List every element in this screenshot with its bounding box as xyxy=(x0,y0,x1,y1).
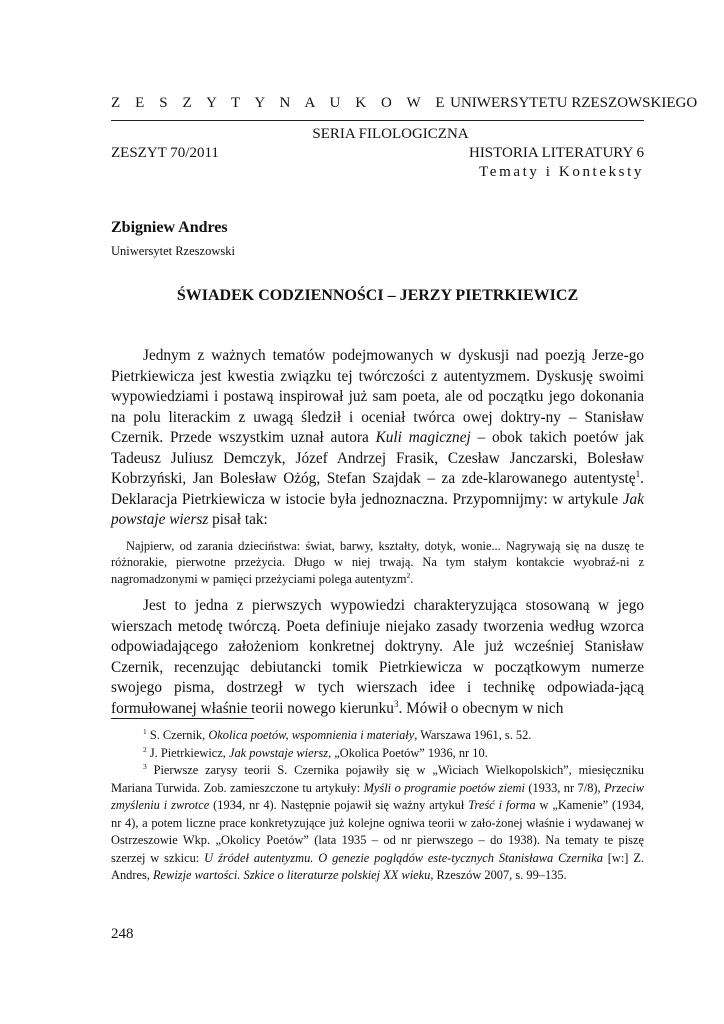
paragraph-1-text-d: pisał tak: xyxy=(208,511,268,528)
issue-number: ZESZYT 70/2011 xyxy=(111,145,219,161)
footnote-1 xyxy=(111,727,644,745)
footnote-1-text-a: S. Czernik, xyxy=(146,728,209,742)
footnote-ref-1[interactable]: 1 xyxy=(635,468,641,479)
header-rule xyxy=(111,120,644,121)
journal-name-spaced: Z E S Z Y T Y N A U K O W E xyxy=(111,95,451,111)
footnote-3-text-d: w „Kamenie” (1934, nr 4), a potem liczne prace konkretyzujące już kolejne ogniwa teorii w zało-żonej właśnie i wydawanej w Ostrzeszowie Wkp. „Okolicy Poetów” (lata 1935 – od nr pierwszego – do 1938). Na tematy te piszę szerzej w szkicu: xyxy=(111,798,644,865)
article-title: ŚWIADEK CODZIENNOŚCI – JERZY PIETRKIEWICZ xyxy=(176,287,579,304)
footnote-2-text-b: „Okolica Poetów” 1936, nr 10. xyxy=(331,745,488,760)
journal-header xyxy=(111,95,698,112)
footnote-3-text-c: (1934, nr 4). Następnie pojawił się ważny artykuł xyxy=(209,798,469,812)
footnotes xyxy=(111,727,644,885)
paragraph-1 xyxy=(111,346,644,531)
paragraph-2 xyxy=(111,596,644,719)
footnote-3-title-4: U źródeł autentyzmu. O genezie poglądów este-tycznych Stanisława Czernika xyxy=(204,850,603,865)
footnote-3-text-a: Pierwsze zarysy teorii S. Czernika pojawiły się w „Wiciach Wielkopolskich”, miesięczniku Mariana Turwida. Zob. zamieszczone tu artykuły: xyxy=(111,763,644,795)
footnote-3-title-1: Myśli o programie poetów ziemi xyxy=(363,780,525,795)
block-quote xyxy=(111,538,644,588)
article-title-jak-powstaje-wiersz: Jak powstaje wiersz xyxy=(111,490,644,528)
footnote-2-title: Jak powstaje wiersz, xyxy=(228,745,332,760)
paragraph-1-text-c: . Deklaracja Pietrkiewicza w istocie była jednoznaczna. Przypomnijmy: w artykule xyxy=(111,470,644,508)
footnote-2-text-a: J. Pietrkiewicz, xyxy=(146,745,229,760)
issue-row xyxy=(111,145,644,162)
footnote-3 xyxy=(111,762,644,885)
journal-name-university: UNIWERSYTETU RZESZOWSKIEGO xyxy=(450,95,698,111)
document-page xyxy=(111,0,698,1024)
footnote-3-number: 3 xyxy=(143,761,147,771)
footnote-3-text-e: [w:] Z. Andres, xyxy=(111,850,644,882)
book-title-kula-magiczna: Kuli magicznej xyxy=(375,429,471,446)
footnote-3-text-b: (1933, nr 7/8), xyxy=(524,780,605,795)
series-name: SERIA FILOLOGICZNA xyxy=(312,126,469,142)
quote-text: Najpierw, od zarania dzieciństwa: świat, barwy, kształty, dotyk, wonie... Nagrywają się na duszę te różnorakie, pierwotne przeżycia. Długo w niej trwają. Na tym stałym kontakcie wyobraź-ni z nagromadzonymi w pamięci przeżyciami polega autentyzm xyxy=(111,538,644,586)
footnote-1-title: Okolica poetów, wspomnienia i materiały xyxy=(208,728,415,742)
article-body xyxy=(111,346,644,719)
paragraph-2-text-b: . Mówił o obecnym w nich xyxy=(398,699,564,717)
paragraph-1-text-a: Jednym z ważnych tematów podejmowanych w dyskusji nad poezją Jerze-go Pietrkiewicza jest kwestia związku tej twórczości z autentyzmem. Dyskusję swoimi wypowiedziami i postawą inspirował już sam poeta, ale od początku jego dokonania na polu literackim z uwagą śledził i oceniał twórca owej doktry-ny – Stanisław Czernik. Przede wszystkim uznał autora xyxy=(111,347,644,446)
paragraph-2-text-a: Jest to jedna z pierwszych wypowiedzi charakteryzująca stosowaną w jego wierszach metodę twórczą. Poeta definiuje niejako zasady tworzenia według wzorca odpowiadającego założeniom konkretnej doktryny. Ale już wcześniej Stanisław Czernik, recenzując debiutancki tomik Pietrkiewicza w początkowym numerze swojego pisma, dostrzegł w tych wierszach idee i technikę odpowiada-jącą formułowanej właśnie teorii nowego kierunku xyxy=(111,597,644,717)
page-number: 248 xyxy=(111,926,134,942)
quote-text-end: . xyxy=(410,571,414,586)
footnote-3-title-5: Rewizje wartości. Szkice o literaturze polskiej XX wieku xyxy=(152,868,431,882)
subseries-name: HISTORIA LITERATURY 6 xyxy=(468,145,644,161)
paragraph-1-text-b: – obok takich poetów jak Tadeusz Juliusz Demczyk, Józef Andrzej Frasik, Czesław Janczarski, Bolesław Kobrzyński, Jan Bolesław Ożóg, Stefan Szajdak – za zde-klarowanego autentystę xyxy=(111,429,645,487)
author-affiliation: Uniwersytet Rzeszowski xyxy=(111,244,235,258)
footnote-2-number: 2 xyxy=(143,744,147,754)
footnote-1-number: 1 xyxy=(143,726,147,736)
footnote-ref-2[interactable]: 2 xyxy=(406,570,411,580)
subseries-topics: Tematy i Konteksty xyxy=(479,164,644,180)
footnote-ref-3[interactable]: 3 xyxy=(393,698,399,709)
footnote-1-text-b: , Warszawa 1961, s. 52. xyxy=(414,728,532,742)
footnote-separator xyxy=(111,718,254,719)
footnote-3-text-f: , Rzeszów 2007, s. 99–135. xyxy=(430,868,567,882)
footnote-2 xyxy=(111,745,644,763)
footnote-3-title-3: Treść i forma xyxy=(468,798,536,812)
footnote-3-title-2: Przeciw zmyśleniu i zwrotce xyxy=(111,780,644,812)
author-name: Zbigniew Andres xyxy=(111,219,228,236)
